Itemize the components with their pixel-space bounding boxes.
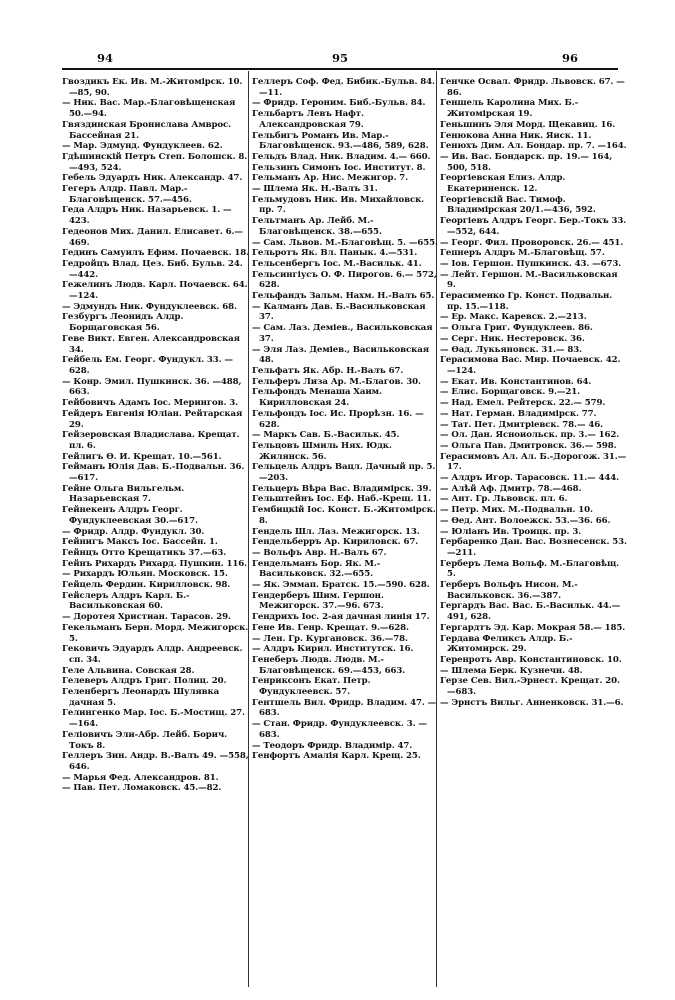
directory-entry: Гейнъ Рихардъ Рихард. Пушкин. 116.: [62, 558, 247, 569]
directory-entry: Гельтманъ Ар. Лейб. М.-Благовѣщенск. 38.—655.: [252, 216, 382, 237]
directory-entry: Гельсингіусъ О. Ф. Пирогов. 6.— 572, 628.: [252, 269, 440, 291]
directory-entry: — Эля Лаз. Деміев., Васильковская 48.: [252, 344, 432, 366]
directory-entry: — Елис. Борщаговск. 9.—21.: [440, 387, 581, 398]
directory-entry: Гельсенбергъ Іос. М.-Васильк. 41.: [252, 258, 422, 269]
directory-entry: Гельбигъ Романъ Ив. Мар.-Благовѣщенск. 93.—486, 589, 628.: [252, 130, 429, 152]
directory-entry: Гековичъ Эдуардъ Алдр. Андреевск. сп. 34.: [62, 644, 246, 665]
directory-entry: Гейнигъ Максъ Іос. Бассейн. 1.: [62, 537, 218, 548]
directory-entry: — Ер. Макс. Каревск. 2.—213.: [440, 312, 587, 323]
directory-entry: — Фридр. Алдр. Фундукл. 30.: [62, 526, 205, 537]
directory-entry: Гвяздинская Брониславa Амврос. Бассейная 21.: [62, 119, 234, 141]
directory-entry: Гельмудовъ Ник. Ив. Михайловск. пр. 7.: [252, 194, 427, 216]
directory-entry: — Шлема Як. Н.-Валъ 31.: [252, 184, 378, 195]
directory-entry: Гельфандъ Зальм. Нахм. Н.-Валъ 65.: [252, 291, 435, 302]
directory-entry: — Лейт. Гершон. М.-Васильковская 9.: [440, 269, 621, 291]
directory-entry: Гейнцъ Отто Крещатикъ 37.—63.: [62, 547, 227, 558]
directory-entry: Геленбергъ Леонардъ Шулявка дачная 5.: [62, 687, 223, 708]
directory-entry: Гейслеръ Алдръ Карл. Б.-Васильковская 60.: [62, 590, 190, 612]
directory-entry: Гергардъ Вас. Вас. Б.-Васильк. 44.—491, 628.: [440, 601, 621, 623]
directory-entry: Георгіевъ Алдръ Георг. Бер.-Токъ 33.—552, 644.: [440, 216, 627, 237]
page-number-center: 95: [331, 51, 348, 65]
directory-column-2: [252, 77, 439, 987]
directory-entry: — Мар. Эдмунд. Фундуклеев. 62.: [62, 141, 223, 152]
directory-entry: Гежелинъ Людв. Карл. Почаевск. 64.—124.: [62, 280, 248, 302]
directory-entry: — Ник. Вас. Мар.-Благовѣщенская 50.—94.: [62, 98, 239, 120]
page-number-left: 94: [96, 51, 113, 65]
directory-entry: Гендельберръ Ар. Кириловск. 67.: [252, 537, 419, 548]
directory-entry: Гедройцъ Влад. Цез. Биб. Бульв. 24.—442.: [62, 258, 243, 280]
page-number-right: 96: [561, 51, 578, 65]
directory-entry: Геллеръ Зин. Андр. В.-Валъ 49. —558, 646.: [62, 751, 252, 772]
directory-entry: Гербаренко Дан. Вас. Вознесенск. 53.—211.: [440, 537, 627, 558]
directory-entry: — Конр. Эмил. Пушкинск. 36. —488, 663.: [62, 376, 245, 398]
directory-entry: — Алѣй Аф. Дмитр. 78.—468.: [440, 483, 582, 494]
directory-entry: Гентшель Вил. Фридр. Владим. 47. —683.: [252, 697, 437, 719]
directory-entry: Гейманъ Юлія Дав. Б.-Подвальн. 36.—617.: [62, 462, 245, 484]
directory-entry: Герзе Сев. Вил.-Эрнест. Крещат. 20.—683.: [440, 676, 620, 698]
directory-entry: Геншель Каролина Мих. Б.-Житомірская 19.: [440, 98, 579, 120]
directory-entry: Гельфондъ Менаша Хаим. Кирилловская 24.: [252, 387, 385, 409]
directory-entry: — Эдмундъ Ник. Фундуклеевск. 68.: [62, 301, 237, 312]
directory-entry: Гендель Шл. Лаз. Межигорск. 13.: [252, 526, 420, 537]
directory-entry: Герберъ Лема Вольф. М.-Благовѣщ. 5.: [440, 558, 622, 580]
directory-entry: — Лен. Гр. Кургановск. 36.—78.: [252, 633, 408, 644]
directory-entry: — Фридр. Героним. Биб.-Бульв. 84.: [252, 98, 426, 109]
directory-entry: — Рихардъ Юльян. Московск. 15.: [62, 569, 228, 580]
directory-entry: Гекельманъ Берн. Морд. Межигорск. 5.: [62, 622, 252, 644]
directory-entry: — Ольга Пав. Дмитровск. 36.— 598.: [440, 440, 617, 451]
directory-entry: — Тат. Пет. Дмитріевск. 78.— 46.: [440, 419, 603, 430]
directory-entry: — Як. Эммап. Братск. 15.—590. 628.: [252, 580, 430, 591]
directory-entry: — Ив. Вас. Бондарск. пр. 19.— 164, 500, 518.: [440, 151, 616, 173]
directory-entry: Гельферъ Лиза Ар. М.-Благов. 30.: [252, 376, 421, 387]
directory-entry: Георгіевскій Вас. Тимоф. Владимірская 20/1.—436, 592.: [440, 194, 596, 216]
directory-entry: Герасимовъ Ал. Ал. Б.-Дорогож. 31.—17.: [440, 451, 627, 473]
directory-entry: Гергардтъ Эд. Кар. Мокрая 58.— 185.: [440, 622, 626, 633]
directory-entry: Гендрихъ Іос. 2-ая дачная линія 17.: [252, 612, 430, 623]
directory-entry: — Над. Емел. Рейтерск. 22.— 579.: [440, 398, 606, 409]
directory-entry: Гейцель Фердин. Кирилловск. 98.: [62, 580, 231, 591]
directory-entry: Гельцель Алдръ Вацл. Дачный пр. 5.—203.: [252, 462, 436, 484]
directory-entry: Гейнекенъ Алдръ Георг. Фундуклеевская 30.—617.: [62, 505, 198, 526]
directory-entry: Гейбовичъ Адамъ Іос. Мерингов. 3.: [62, 398, 239, 409]
directory-entry: Георгіевская Елиз. Алдр. Екатериненск. 12.: [440, 173, 569, 195]
directory-entry: — Іов. Гершон. Пушкинск. 43. —673.: [440, 258, 622, 269]
directory-entry: — Алдръ Игор. Тарасовск. 11.— 444.: [440, 473, 620, 484]
directory-entry: — Сам. Львов. М.-Благовѣщ. 5. —655.: [252, 237, 438, 248]
directory-entry: Генфортъ Амалія Карл. Крещ. 25.: [252, 751, 421, 762]
directory-entry: — Ол. Дан. Ясноиольск. пр. 3.— 162.: [440, 430, 620, 441]
directory-entry: — Нат. Герман. Владимірск. 77.: [440, 408, 597, 419]
directory-entry: — Марья Фед. Александров. 81.: [62, 772, 219, 783]
directory-entry: Гегеръ Алдр. Павл. Мар.-Благовѣщенск. 57.—456.: [62, 184, 192, 205]
directory-entry: Генюкова Анна Ник. Яиск. 11.: [440, 130, 592, 141]
directory-entry: Гельбартъ Левъ Нафт. Александровская 79.: [252, 109, 367, 130]
directory-entry: Гейзеровская Владислава. Крещат. пл. 6.: [62, 430, 243, 451]
directory-entry: — Екат. Ив. Константинов. 64.: [440, 376, 592, 387]
directory-entry: Гендерберъ Шим. Гершон. Межигорск. 37.—96. 673.: [252, 590, 387, 612]
directory-entry: Гельфатъ Як. Абр. Н.-Валъ 67.: [252, 365, 404, 376]
directory-entry: Генриксонъ Екат. Петр. Фундуклеевск. 57.: [252, 676, 374, 698]
header-rule: [62, 68, 618, 70]
directory-entry: Генюхъ Дим. Ал. Бондар. пр. 7. —164.: [440, 141, 627, 152]
directory-entry: Гезбургъ Леонидъ Алдр. Борщаговская 56.: [62, 312, 187, 334]
directory-entry: Гельфондъ Іос. Ис. Прорѣзн. 16. —628.: [252, 408, 424, 430]
directory-entry: Гейлигъ Ѳ. И. Крещат. 10.—561.: [62, 451, 222, 462]
directory-entry: Герасименко Гр. Конст. Подвальн. пр. 15.—118.: [440, 291, 616, 312]
directory-entry: Герберъ Вольфъ Нисон. М.-Васильковск. 36.—387.: [440, 580, 578, 601]
directory-entry: Гейбель Ем. Георг. Фундукл. 33. —628.: [62, 355, 233, 376]
directory-entry: Гельзинъ Симонъ Іос. Институт. 8.: [252, 162, 426, 173]
directory-entry: — Өед. Ант. Волоежск. 53.—36. 66.: [440, 515, 611, 526]
directory-entry: Гельцеръ Вѣра Вас. Владимірск. 39.: [252, 483, 432, 494]
directory-column-3: [440, 77, 627, 987]
directory-entry: — Ант. Гр. Львовск. пл. 6.: [440, 494, 568, 505]
directory-entry: — Юліанъ Ив. Троицк. пр. 3.: [440, 526, 582, 537]
directory-entry: Гене Ив. Генр. Крещат. 9.—628.: [252, 622, 409, 633]
directory-entry: Гейне Ольга Вильгельм. Назарьевская 7.: [62, 483, 188, 505]
directory-entry: Гепнеръ Алдръ М.-Благовѣщ. 57.: [440, 248, 605, 259]
directory-entry: Генеберъ Людв. Людв. М.-Благовѣщенск. 69.—453, 663.: [252, 654, 406, 676]
directory-entry: Геньшинъ Эля Морд. Щекавиц. 16.: [440, 119, 616, 130]
directory-entry: Гединъ Самуилъ Ефим. Почаевск. 18.: [62, 248, 250, 259]
directory-entry: — Өад. Лукьяновск. 31.— 83.: [440, 344, 583, 355]
directory-entry: Геда Алдръ Ник. Назарьевск. 1. —423.: [62, 205, 232, 227]
directory-entry: Гельдъ Влад. Ник. Владим. 4.— 660.: [252, 151, 431, 162]
directory-entry: Гелеверъ Алдръ Григ. Полиц. 20.: [62, 676, 227, 687]
directory-entry: Гельцовъ Шмиль Нях. Юдк. Жилянск. 56.: [252, 440, 395, 462]
directory-entry: Гендельманъ Бор. Як. М.-Васильковск. 32.—655.: [252, 558, 381, 580]
directory-entry: Гвоздикъ Ек. Ив. М.-Житомірск. 10.—85, 90.: [62, 77, 243, 98]
directory-entry: — Калманъ Дав. Б.-Васильковская 37.: [252, 301, 429, 323]
directory-entry: — Шлема Берк. Кузнечн. 48.: [440, 665, 583, 676]
directory-entry: Гедеонов Мих. Данил. Елисавет. 6.—469.: [62, 226, 243, 248]
directory-entry: — Сам. Лаз. Деміев., Васильковская 37.: [252, 323, 436, 344]
directory-entry: — Доротея Христиан. Тарасов. 29.: [62, 612, 231, 623]
directory-entry: Гембицкій Іос. Конст. Б.-Житомірск. 8.: [252, 505, 439, 526]
directory-entry: — Георг. Фил. Проворовск. 26.— 451.: [440, 237, 624, 248]
directory-entry: Гебель Эдуардъ Ник. Александр. 47.: [62, 173, 243, 184]
directory-entry: — Алдръ Кирил. Институтск. 16.: [252, 644, 414, 655]
directory-entry: Геле Альвина. Совская 28.: [62, 665, 195, 676]
directory-entry: — Ольга Григ. Фундуклеев. 86.: [440, 323, 593, 334]
directory-entry: Гельманъ Ар. Нис. Межигор. 7.: [252, 173, 408, 184]
directory-entry: Гельштейнъ Іос. Еф. Наб.-Крещ. 11.: [252, 494, 431, 505]
directory-entry: — Теодоръ Фридр. Владимір. 47.: [252, 740, 413, 751]
directory-entry: Гелингенко Мар. Іос. Б.-Мостищ. 27.—164.: [62, 708, 245, 730]
directory-entry: — Петр. Мих. М.-Подвальн. 10.: [440, 505, 593, 516]
directory-entry: Геллеръ Соф. Фед. Бибик.-Бульв. 84.—11.: [252, 77, 435, 98]
directory-entry: Гердава Феликсъ Алдр. Б.-Житомирск. 29.: [440, 633, 573, 655]
directory-entry: Герасимова Вас. Мир. Почаевск. 42.—124.: [440, 355, 621, 376]
directory-entry: Гейдеръ Евгенія Юліан. Рейтарская 29.: [62, 408, 246, 430]
directory-entry: Геренротъ Авр. Константиновск. 10.: [440, 654, 622, 665]
directory-entry: Гельротъ Як. Вл. Панык. 4.—531.: [252, 248, 418, 259]
directory-entry: — Вольфъ Авр. Н.-Валъ 67.: [252, 547, 387, 558]
directory-entry: — Пав. Пет. Ломаковск. 45.—82.: [62, 783, 222, 794]
directory-entry: — Серг. Ник. Нестеровск. 36.: [440, 333, 585, 344]
directory-entry: Генчке Освал. Фридр. Львовск. 67. —86.: [440, 77, 625, 98]
directory-entry: — Эрнстъ Вильг. Анненковск. 31.—6.: [440, 697, 624, 708]
directory-entry: Геве Викт. Евген. Александровская 34.: [62, 333, 243, 355]
directory-entry: Гдѣшинскій Петръ Степ. Болошск. 8.—493, 524.: [62, 151, 248, 173]
directory-entry: Геліовичъ Эли-Абр. Лейб. Борич. Токъ 8.: [62, 729, 230, 751]
directory-column-1: [62, 77, 252, 987]
directory-entry: — Маркъ Сав. Б.-Васильк. 45.: [252, 430, 400, 441]
directory-entry: — Стан. Фридр. Фундуклеевск. 3. —683.: [252, 719, 427, 740]
